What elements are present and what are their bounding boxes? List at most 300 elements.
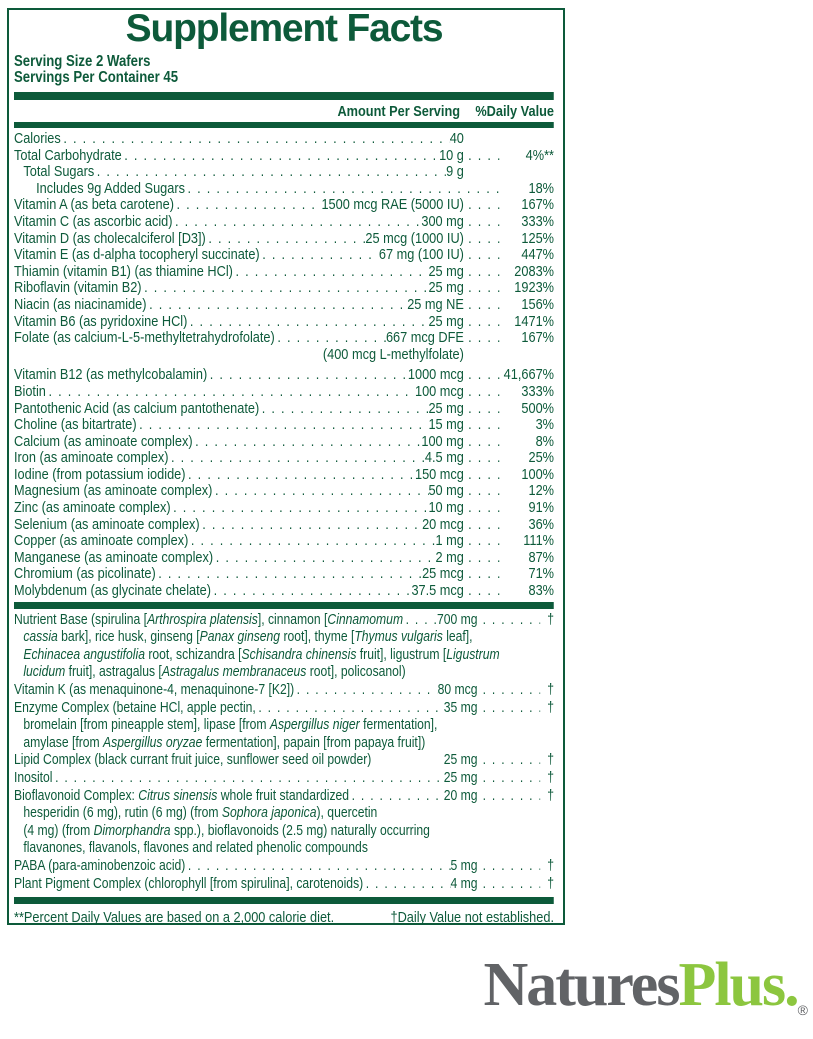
label-text: Total Carbohydrate [14, 147, 122, 164]
latin-name-text: Dimorphandra [93, 822, 171, 839]
divider-bar-bottom [14, 897, 554, 904]
dot-leader [174, 197, 322, 214]
footnote-row [14, 904, 554, 926]
row-label [14, 280, 142, 297]
label-text: Includes 9g Added Sugars [36, 180, 185, 197]
dot-leader [122, 148, 439, 165]
latin-name-text: Schisandra chinensis [241, 646, 357, 663]
row-daily-value: † [547, 857, 555, 874]
nutrient-row [14, 434, 554, 451]
label-text: Manganese (as aminoate complex) [14, 549, 214, 566]
row-daily-value: 111% [523, 533, 555, 550]
row-amount: 25 mg [428, 263, 464, 280]
row-label [14, 181, 185, 198]
row-daily-value: 87% [528, 549, 555, 566]
label-text: leaf], [442, 629, 473, 646]
label-text: Inositol [14, 769, 53, 786]
label-text: Iodine (from potassium iodide) [14, 466, 186, 483]
row-amount: 25 mg [428, 313, 464, 330]
row-daily-value: † [547, 769, 555, 786]
row-amount: 700 mg [436, 611, 478, 628]
servings-per-container-text: Servings Per Container 45 [14, 69, 179, 86]
nutrient-row [14, 280, 554, 297]
label-text: Riboflavin (vitamin B2) [14, 280, 142, 297]
dot-leader [142, 280, 429, 297]
row-daily-value: 447% [521, 247, 555, 264]
row-daily-value: 167% [521, 330, 555, 347]
dot-leader [206, 231, 366, 248]
row-daily-value: 91% [528, 500, 555, 517]
row-label [14, 583, 211, 600]
label-text: Total Sugars [23, 164, 95, 181]
dot-separator [478, 770, 541, 788]
nutrient-row [14, 752, 554, 770]
dot-leader [185, 181, 500, 198]
dot-leader [188, 533, 435, 550]
nutrient-row [14, 735, 554, 753]
row-daily-value: 125% [521, 230, 555, 247]
row-daily-value: † [547, 699, 555, 716]
label-text: Niacin (as niacinamide) [14, 296, 147, 313]
row-label [14, 467, 186, 484]
latin-name-text: Thymus vulgaris [354, 629, 443, 646]
label-text: Calories [14, 131, 61, 147]
label-text: ], cinnamon [ [257, 611, 328, 628]
label-text: Iron (as aminoate complex) [14, 450, 169, 467]
row-amount: 25 mg NE [407, 296, 464, 313]
dot-separator [464, 434, 500, 451]
label-text: bark], rice husk, ginseng [ [57, 629, 200, 646]
dot-leader [186, 467, 415, 484]
row-daily-value: † [547, 682, 555, 698]
dot-separator [464, 197, 500, 214]
dot-leader [211, 583, 411, 600]
nutrient-row [14, 330, 554, 347]
row-amount: 25 mcg (1000 IU) [365, 230, 464, 247]
latin-name-text: Echinacea angustifolia [23, 646, 145, 663]
label-text: Calcium (as aminoate complex) [14, 433, 193, 450]
label-text: Folate (as calcium-L-5-methyltetrahydrofolate) [14, 330, 275, 347]
row-label [14, 717, 437, 735]
label-text: Enzyme Complex (betaine HCl, apple pectin, [14, 699, 256, 716]
label-text: fermentation], papain [from papaya fruit]) [202, 734, 426, 751]
label-text: Vitamin D (as cholecalciferol [D3]) [14, 230, 206, 247]
nutrient-row [14, 384, 554, 401]
nutrient-row [14, 131, 554, 148]
label-text: spp.), bioflavonoids (2.5 mg) naturally occurring [170, 822, 430, 839]
label-text: amylase [from [23, 734, 104, 751]
dot-leader [403, 612, 437, 630]
dot-separator [464, 214, 500, 231]
row-daily-value: 1923% [514, 280, 555, 297]
label-text: ), quercetin [316, 805, 378, 822]
row-label [14, 264, 233, 281]
nutrient-row [14, 214, 554, 231]
dot-leader [349, 788, 444, 806]
row-daily-value: 156% [521, 296, 555, 313]
row-label [14, 770, 53, 788]
divider-bar-top [14, 92, 554, 100]
label-text: Bioflavonoid Complex: [14, 787, 139, 804]
column-header-row [14, 100, 554, 122]
latin-name-text: Aspergillus niger [269, 717, 360, 734]
daily-value-header: %Daily Value [475, 103, 555, 120]
label-text: Chromium (as picolinate) [14, 566, 156, 583]
row-amount: 4 mg [450, 875, 478, 892]
row-daily-value: 12% [528, 483, 555, 500]
row-label [14, 450, 168, 467]
label-text: PABA (para-aminobenzoic acid) [14, 857, 186, 874]
row-label [14, 417, 137, 434]
label-text: fermentation], [359, 717, 438, 734]
dot-separator [464, 517, 500, 534]
logo-plus-text: Plus. [678, 951, 798, 1019]
nutrient-row [14, 770, 554, 788]
label-text: Copper (as aminoate complex) [14, 533, 189, 550]
dot-leader [213, 550, 435, 567]
row-label [14, 384, 46, 401]
row-label [14, 664, 406, 682]
dot-leader [371, 752, 443, 770]
dot-leader [233, 264, 429, 281]
nutrient-row [14, 840, 554, 858]
row-amount: 1 mg [435, 533, 464, 550]
dot-leader [275, 330, 386, 347]
row-daily-value: 8% [535, 433, 555, 450]
dot-separator [464, 467, 500, 484]
nutrient-row [14, 583, 554, 600]
dot-separator [464, 148, 500, 165]
row-daily-value: 167% [521, 197, 555, 214]
dot-leader [187, 314, 428, 331]
row-amount: 20 mg [443, 787, 478, 804]
dot-leader [53, 770, 444, 788]
nutrient-row [14, 500, 554, 517]
dot-leader [14, 347, 323, 364]
row-label [14, 314, 187, 331]
label-text: Lipid Complex (black currant fruit juice, sunflower seed oil powder) [14, 752, 372, 769]
nutrient-row [14, 247, 554, 264]
nutrient-row [14, 148, 554, 165]
row-label [14, 197, 174, 214]
latin-name-text: Aspergillus oryzae [103, 734, 203, 751]
dot-leader [185, 858, 450, 876]
latin-name-text: Cinnamomum [327, 611, 404, 628]
row-label [14, 805, 377, 823]
row-daily-value [500, 347, 554, 364]
row-label [14, 131, 61, 148]
nutrient-row [14, 467, 554, 484]
dot-leader [193, 434, 422, 451]
label-text: Nutrient Base (spirulina [ [14, 611, 148, 628]
row-label [14, 247, 260, 264]
row-amount: 100 mg [421, 433, 464, 450]
nutrient-row [14, 823, 554, 841]
nutrient-row [14, 612, 554, 630]
dot-separator [464, 280, 500, 297]
row-daily-value: † [547, 611, 555, 628]
row-daily-value: † [547, 752, 555, 769]
latin-name-text: cassia [23, 629, 58, 646]
dot-separator [464, 417, 500, 434]
naturesplus-logo [483, 951, 809, 1039]
supplement-facts-panel [7, 8, 565, 925]
row-amount: 15 mg [428, 417, 464, 434]
row-amount: 100 mcg [414, 383, 464, 400]
row-amount: 67 mg (100 IU) [378, 247, 464, 264]
latin-name-text: Sophora japonica [221, 805, 317, 822]
nutrient-row [14, 858, 554, 876]
dot-separator [464, 164, 500, 181]
dot-leader [260, 247, 379, 264]
row-amount: 40 [449, 131, 464, 147]
registered-trademark-icon: ® [797, 1002, 808, 1018]
nutrient-row [14, 717, 554, 735]
label-text: whole fruit standardized [217, 787, 350, 804]
row-amount: 25 mg [443, 769, 478, 786]
amount-per-serving-header: Amount Per Serving [337, 103, 461, 120]
label-text: root], policosanol) [306, 664, 406, 681]
dot-leader [137, 417, 429, 434]
dot-leader [256, 700, 444, 718]
nutrient-row [14, 550, 554, 567]
row-daily-value: 333% [521, 383, 555, 400]
label-text: Vitamin E (as d-alpha tocopheryl succinate) [14, 247, 260, 264]
dot-separator [464, 533, 500, 550]
row-amount: 5 mg [450, 857, 478, 874]
label-text: fruit], ligustrum [ [356, 646, 447, 663]
row-daily-value: 4%** [525, 147, 555, 164]
label-text: Biotin [14, 383, 46, 400]
row-label [14, 840, 368, 858]
nutrient-row [14, 682, 554, 700]
row-daily-value: 41,667% [503, 367, 555, 384]
row-label [14, 735, 425, 753]
row-label [14, 500, 171, 517]
dot-separator [464, 314, 500, 331]
nutrient-row [14, 566, 554, 583]
row-amount: 25 mcg [422, 566, 464, 583]
nutrient-row [14, 314, 554, 331]
row-amount: 35 mg [443, 699, 478, 716]
label-text: Vitamin B6 (as pyridoxine HCl) [14, 313, 188, 330]
latin-name-text: Ligustrum [446, 646, 500, 663]
label-text: Vitamin K (as menaquinone-4, menaquinone-7 [K2]) [14, 682, 295, 698]
row-amount: 2 mg [435, 549, 464, 566]
dot-separator [464, 401, 500, 418]
nutrient-row [14, 876, 554, 894]
label-text: Molybdenum (as glycinate chelate) [14, 583, 212, 600]
row-amount: 25 mg [443, 752, 478, 769]
dot-leader [171, 500, 429, 517]
label-text: hesperidin (6 mg), rutin (6 mg) (from [23, 805, 222, 822]
row-amount: 25 mg [428, 400, 464, 417]
row-label [14, 434, 193, 451]
row-label [14, 401, 259, 418]
row-label [14, 647, 500, 665]
nutrient-row [14, 629, 554, 647]
row-daily-value: 2083% [514, 263, 555, 280]
dot-separator [464, 550, 500, 567]
row-label [14, 682, 294, 700]
row-daily-value: 3% [535, 417, 555, 434]
row-amount: 1000 mcg [407, 367, 464, 384]
row-label [14, 231, 206, 248]
dot-separator [464, 384, 500, 401]
row-label [14, 483, 212, 500]
dot-separator [464, 247, 500, 264]
row-daily-value [500, 164, 554, 181]
column-header-spacer [14, 103, 337, 120]
row-label [14, 629, 473, 647]
label-text: Zinc (as aminoate complex) [14, 500, 171, 517]
label-text: bromelain [from pineapple stem], lipase [from [23, 717, 270, 734]
row-amount: 150 mcg [414, 466, 464, 483]
row-daily-value: 500% [521, 400, 555, 417]
row-daily-value: 100% [521, 466, 555, 483]
dot-separator [464, 330, 500, 347]
row-label [14, 148, 122, 165]
label-text: flavanones, flavanols, flavones and related phenolic compounds [23, 840, 368, 857]
label-text: root], thyme [ [280, 629, 355, 646]
dot-leader [207, 367, 408, 384]
dot-leader [168, 450, 424, 467]
dot-separator [464, 347, 500, 364]
row-label [14, 858, 185, 876]
row-amount: (400 mcg L-methylfolate) [322, 346, 464, 363]
row-label [14, 297, 147, 314]
dot-leader [172, 214, 421, 231]
latin-name-text: Citrus sinensis [138, 787, 218, 804]
nutrient-row [14, 805, 554, 823]
nutrient-row [14, 483, 554, 500]
nutrient-table-supplemental [14, 609, 554, 896]
row-label [14, 214, 172, 231]
nutrient-row [14, 164, 554, 181]
label-text: Plant Pigment Complex (chlorophyll [from spirulina], carotenoids) [14, 875, 364, 892]
nutrient-row [14, 533, 554, 550]
row-label [14, 788, 349, 806]
row-amount: 37.5 mcg [411, 583, 464, 600]
dot-leader [61, 131, 450, 148]
dot-separator [464, 264, 500, 281]
label-text: Magnesium (as aminoate complex) [14, 483, 213, 500]
nutrient-row [14, 788, 554, 806]
dot-leader [94, 164, 446, 181]
row-daily-value: 333% [521, 213, 555, 230]
row-amount: 300 mg [421, 213, 464, 230]
footnote-daily-values: **Percent Daily Values are based on a 2,000 calorie diet. [14, 909, 335, 927]
dot-separator [464, 297, 500, 314]
nutrient-row [14, 264, 554, 281]
dot-separator [478, 876, 541, 894]
nutrient-row [14, 700, 554, 718]
dot-separator [478, 682, 541, 700]
dot-separator [464, 583, 500, 600]
row-label [14, 752, 371, 770]
nutrient-row [14, 450, 554, 467]
divider-bar-middle [14, 602, 554, 609]
nutrient-row [14, 664, 554, 682]
nutrient-row [14, 517, 554, 534]
dot-separator [464, 450, 500, 467]
label-text: Vitamin C (as ascorbic acid) [14, 213, 173, 230]
row-daily-value: 71% [528, 566, 555, 583]
label-text: Selenium (as aminoate complex) [14, 516, 200, 533]
latin-name-text: Arthrospira platensis [147, 611, 258, 628]
logo-natures-text: Natures [483, 951, 679, 1019]
dot-separator [478, 700, 541, 718]
dot-separator [478, 858, 541, 876]
footnote-dagger-note: †Daily Value not established. [390, 909, 555, 927]
panel-body [14, 54, 554, 926]
row-label [14, 550, 213, 567]
nutrient-row [14, 297, 554, 314]
nutrient-table-main [14, 128, 554, 600]
dot-separator [464, 231, 500, 248]
row-daily-value: 18% [528, 180, 555, 197]
dot-separator [478, 788, 541, 806]
nutrient-row [14, 417, 554, 434]
row-label [14, 533, 188, 550]
nutrient-row [14, 181, 554, 198]
dot-leader [156, 566, 422, 583]
row-amount: 10 g [439, 147, 464, 164]
row-label [14, 700, 256, 718]
row-label [14, 367, 207, 384]
nutrient-row [14, 401, 554, 418]
nutrient-row [14, 647, 554, 665]
nutrient-row [14, 347, 554, 364]
row-daily-value: 25% [528, 450, 555, 467]
nutrient-row [14, 231, 554, 248]
dot-separator [464, 131, 500, 148]
row-label [14, 612, 403, 630]
dot-separator [464, 367, 500, 384]
row-amount: 50 mg [428, 483, 464, 500]
label-text: (4 mg) (from [23, 822, 94, 839]
row-amount: 4.5 mg [424, 450, 464, 467]
dot-leader [46, 384, 415, 401]
label-text: Vitamin B12 (as methylcobalamin) [14, 367, 208, 384]
label-text: root, schizandra [ [144, 646, 242, 663]
row-label [14, 517, 200, 534]
row-amount: 25 mg [428, 280, 464, 297]
row-amount: 10 mg [428, 500, 464, 517]
dot-leader [147, 297, 408, 314]
row-daily-value: † [547, 875, 555, 892]
row-daily-value [500, 131, 554, 148]
dot-leader [294, 682, 438, 700]
panel-title: Supplement Facts [125, 7, 443, 50]
dot-separator [464, 500, 500, 517]
row-amount: 80 mcg [437, 682, 478, 698]
label-text: Thiamin (vitamin B1) (as thiamine HCl) [14, 263, 233, 280]
nutrient-row [14, 197, 554, 214]
dot-separator [464, 566, 500, 583]
row-daily-value: 83% [528, 583, 555, 600]
row-label [14, 164, 94, 181]
nutrient-row [14, 367, 554, 384]
dot-leader [200, 517, 422, 534]
dot-leader [259, 401, 428, 418]
label-text: Choline (as bitartrate) [14, 417, 137, 434]
row-amount: 9 g [446, 164, 464, 181]
row-label [14, 823, 430, 841]
dot-leader [363, 876, 450, 894]
row-label [14, 330, 275, 347]
dot-leader [212, 483, 428, 500]
